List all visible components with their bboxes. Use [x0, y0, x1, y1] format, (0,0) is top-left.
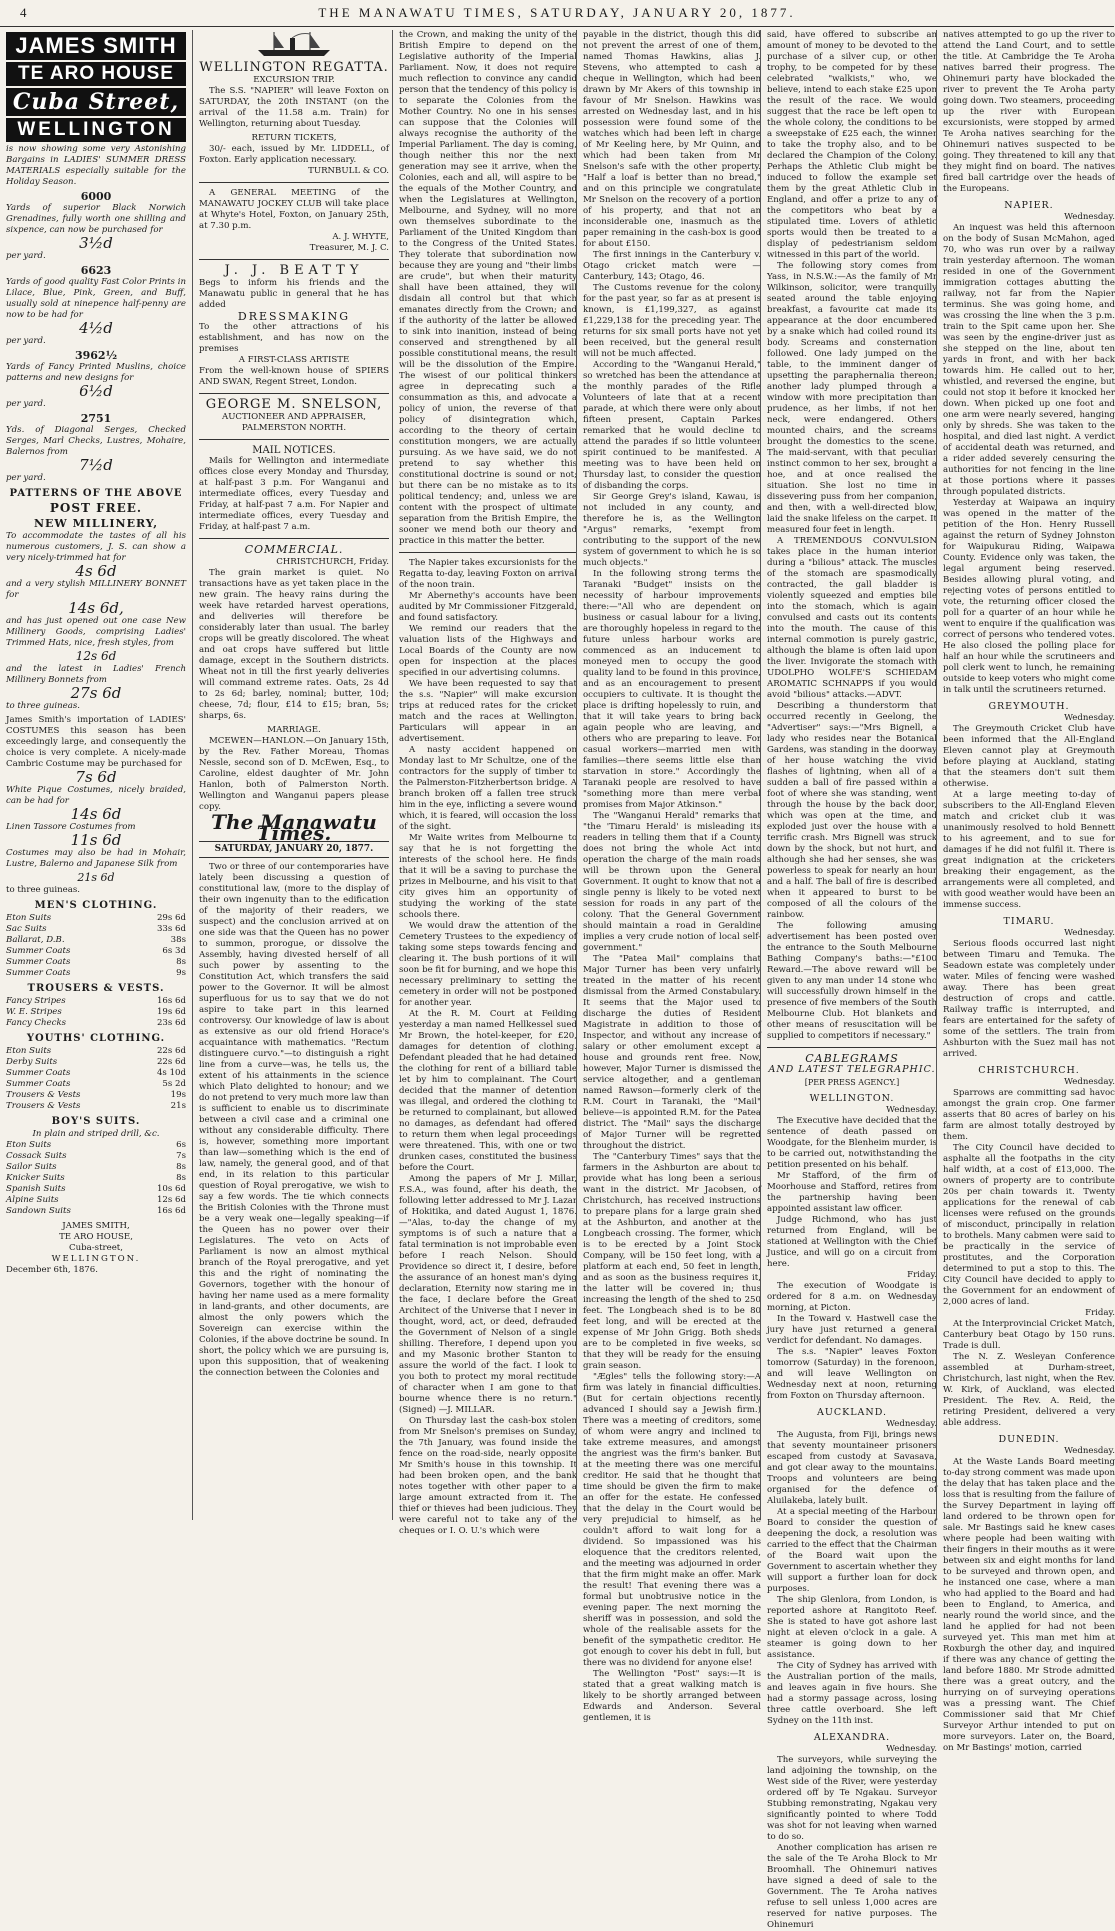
news-item: According to the "Wanganui Herald," so wretched has been the attendance at the monthly parades of the Rifle Volunteers of late that at a recent parade, at which there were only about fifteen present, Captain Parkes remarked that he would decline to attend the parades if so little volunteer spirit continued to be manifested. A meeting was to have been held on Thursday last, to consider the question of disbanding the corps.: [583, 360, 761, 491]
commercial-text: The grain market is quiet. No transactions have as yet taken place in the new grain. The heavy rains during the week have retarded harvest operations, and deliveries will therefore be considerably later than usual. The barley crops will be greatly discolored. The wheat and oat crops have suffered but little damage, except in the Southern districts. Wheat not in till the first yearly deliveries will command extreme rates. Oats, 2s 4d to 2s 6d; barley, nominal; butter, 10d; cheese, 7d; flour, £14 to £15; bran, 5s; sharps, 6s.: [199, 568, 389, 721]
commercial-dateline: CHRISTCHURCH, Friday.: [276, 557, 389, 567]
price-list-price: 8s: [176, 1173, 186, 1183]
place-heading-wellington: WELLINGTON.: [809, 1093, 895, 1104]
price-list-row: [6, 1162, 186, 1173]
snelson-place: PALMERSTON NORTH.: [241, 423, 347, 433]
signature-street: Cuba-street,: [69, 1243, 123, 1253]
telegram-item: The N. Z. Wesleyan Conference assembled at Durham-street, Christchurch, last night, when the Rev. W. Kirk, of Auckland, was elected President. The Rev. A. Reid, the retiring President, delivered a very able address.: [943, 1352, 1115, 1428]
column-5: [760, 30, 937, 1930]
place-heading-auckland: AUCKLAND.: [816, 1407, 887, 1418]
costumes-text-2: White Pique Costumes, nicely braided, can be had for: [6, 785, 186, 806]
price-list-item: Sac Suits: [6, 924, 47, 934]
price-list-item: Knicker Suits: [6, 1173, 65, 1183]
news-item: The "Canterbury Times" says that the farmers in the Ashburton are about to provide what has long been a serious want in the district. Mr Jacobsen, of Christchurch, has received instructions to prepare plans for a large grain shed at the Ashburton, and another at the Longbeach crossing. The former, which is to be erected by a Joint Stock Company, will be 150 feet long, with a platform at each end, 50 feet in length, and as soon as the business requires it, the latter will be covered in; thus increasing the length of the shed to 250 feet. The Longbeach shed is to be 80 feet long, and will be erected at the expense of Mr John Grigg. Both sheds are to be completed in five weeks, so that they will be ready for the ensuing grain season.: [583, 1152, 761, 1371]
day-label: Wednesday.: [1064, 1446, 1115, 1456]
day-label: Wednesday.: [886, 1105, 937, 1115]
telegram-item: The City of Sydney has arrived with the Australian portion of the mails, and leaves again in five hours. She had a stormy passage across, losing three cattle overboard. She left Sydney on the 11th inst.: [767, 1661, 937, 1726]
telegram-item: The City Council have decided to asphalte all the footpaths in the city half width, at a cost of £13,000. The owners of property are to contribute 20s per chain towards it. Twenty applications for the renewal of cab licenses were refused on the grounds of misconduct, principally in relation to brothels. Many cabmen were said to be practically in the service of prostitutes, and the Corporation determined to put a stop to this. The City Council have decided to apply to the Government for an endowment of 2,000 acres of land.: [943, 1143, 1115, 1307]
telegram-item: Yesterday at Waipawa an inquiry was opened in the matter of the petition of the Hon. Henry Russell against the return of Sydney Johnston for Waipukurau Riding, Waipawa County. Evidence only was taken, the legal argument being reserved. Besides allowing plural voting, and rejecting votes of persons entitled to vote, the returning officer closed the poll for a quarter of an hour while he went to enquire if the qualification was correct of persons who tendered votes. He also closed the polling place for half an hour while the scrutineers and poll clerk went to lunch, he remaining outside to keep voters who might come in talk until the scrutineers returned.: [943, 498, 1115, 695]
price-list-item: Spanish Suits: [6, 1184, 66, 1194]
millinery-text-2: and a very stylish MILLINERY BONNET for: [6, 579, 186, 600]
price-list-price: 4s 10d: [156, 1068, 186, 1078]
telegram-item: At the Interprovincial Cricket Match, Canterbury beat Otago by 150 runs. Trade is dull.: [943, 1319, 1115, 1351]
price-list-item: Trousers & Vests: [6, 1090, 81, 1100]
advert-banner-cuba-street: Cuba Street,: [6, 88, 186, 116]
youths-clothing-heading: YOUTHS' CLOTHING.: [26, 1033, 166, 1044]
beatty-text-2: To the other attractions of his establishment, and has now on the premises: [199, 322, 389, 354]
price-list-item: Eton Suits: [6, 1046, 52, 1056]
news-item: Sir George Grey's island, Kawau, is not included in any county, and therefore he is, as the Wellington "Argus" remarks, "exempt from contributing to the support of the new system of government to which he is so much objects.": [583, 492, 761, 568]
price-list-price: 21s: [170, 1101, 186, 1111]
price-list-row: [6, 1079, 186, 1090]
price-list-item: Summer Coats: [6, 957, 71, 967]
return-tickets-text: 30/- each, issued by Mr. LIDDELL, of Foxton. Early application necessary.: [199, 144, 389, 165]
day-label: Friday.: [907, 1270, 937, 1280]
millinery-price-2: 14s 6d,: [68, 599, 124, 617]
steamship-icon: [254, 30, 334, 58]
boys-suits-subheading: In plain and striped drill, &c.: [32, 1129, 160, 1139]
news-item: At the R. M. Court at Feilding yesterday a man named Hellkessel sued Mr Brown, the hotel-keeper, for £20, damages for detention of clothing. Defendant pleaded that he had detained the clothing for rent of a billiard table let by him to complainant. The Court decided that the manner of detention was illegal, and ordered the clothing to be returned to complainant, but allowed no damages, as defendant had offered to return them when legal proceedings were threatened. This, with one or two drunken cases, constituted the business before the Court.: [399, 1009, 577, 1173]
day-label: Wednesday.: [1064, 212, 1115, 222]
telegram-item: An inquest was held this afternoon on the body of Susan McMahon, aged 70, who was run over by a railway train yesterday afternoon. The woman resided in one of the Government immigration cottages abutting the railway, not far from the Napier terminus. She was going home, and was crossing the line when the 3 p.m. train to the Spit came upon her. She was seen by the engine-driver just as she stepped on the line, about ten yards in front, and with her back towards him. He called out to her, whistled, and reversed the engine, but could not stop it before it knocked her down. When picked up one foot and one arm were nearly severed, hanging only by shreds. She was taken to the hospital, and died last night. A verdict of accidental death was returned, and a rider added severely censuring the authorities for not fencing in the line at those portions where it passes through populated districts.: [943, 223, 1115, 497]
advert-banner-te-aro-house: TE ARO HOUSE: [6, 62, 186, 86]
price-list-price: 12s 6d: [156, 1195, 186, 1205]
leader-continued: the Crown, and making the unity of the British Empire to depend on the Legislative authority of the Imperial Parliament. Now, it does not require much reflection to convince any candid person that the tendency of this policy is to separate the Colonies from the Mother Country. No one in his senses can suppose that the Colonies will always recognise the authority of the Imperial Parliament. The day is coming, though neither this nor the next generation may see it arrive, when the Colonies, each and all, will aspire to be the equals of the Mother Country, and when the Legislatures at Wellington, Melbourne, and Sydney, will no more own themselves subordinate to the Parliament of the United Kingdom than to the Congress of the United States. They tolerate that subordination now because they are young and "their limbs are crude", but when their maturity shall have been attained, they will disdain all control but that which emanates directly from the Crown; and if the authority of the latter be allowed to sink into inanition, instead of being conserved and strengthened by all possible constitutional means, the result will be the dissolution of the Empire. The wisest of our political thinkers agree in deprecating such a consummation as this, and advocate a policy of union, the reverse of that policy of disintegration which, according to the theory of certain constitution mongers, we are actually pursuing. As we have said, we do not pretend to say whether this constitutional doctrine is sound or not; but there can be no mistake as to its political tendency; and, unless we are content with the prospect of ultimate separation from the British Empire, the sooner we mend both our theory and practice in this matter the better.: [399, 30, 577, 546]
telegram-item: The Executive have decided that the sentence of death passed on Woodgate, for the Blenheim murder, is to be carried out, notwithstanding the petition presented on his behalf.: [767, 1116, 937, 1170]
news-item: We would draw the attention of the Cemetery Trustees to the expediency of taking some steps towards fencing and clearing it. The bush portions of it will soon be fit for burning, and we hope this necessary preliminary to setting the cemetery in order will not be postponed for another year.: [399, 921, 577, 1008]
price-list-row: [6, 1184, 186, 1195]
price-list-row: [6, 996, 186, 1007]
paper-dateline: SATURDAY, JANUARY 20, 1877.: [199, 841, 389, 858]
return-tickets-signature: TURNBULL & CO.: [308, 166, 389, 176]
telegram-item: Mr Stafford, of the firm of Moorhouse and Stafford, retires from the partnership having been appointed assistant law officer.: [767, 1171, 937, 1214]
costumes-price-4: 21s 6d: [77, 871, 115, 884]
regatta-heading: WELLINGTON REGATTA.: [199, 60, 389, 75]
price-list-row: [6, 957, 186, 968]
excursion-subheading: EXCURSION TRIP.: [253, 75, 335, 85]
day-label: Wednesday.: [1064, 928, 1115, 938]
news-item: The Wellington "Post" says:—It is stated that a great walking match is likely to be shortly arranged between Edwards and Anderson. Several gentlemen, it is: [583, 1669, 761, 1723]
price-list-item: W. E. Stripes: [6, 1007, 62, 1017]
divider: [199, 259, 389, 260]
telegram-item: The Greymouth Cricket Club have been informed that the All-England Eleven cannot play at Greymouth before playing at Auckland, stating that the steamers don't suit them otherwise.: [943, 724, 1115, 789]
item-description: Yards of Fancy Printed Muslins, choice patterns and new designs for: [6, 362, 186, 383]
divider: [199, 393, 389, 394]
price-list-row: [6, 968, 186, 979]
price-list-item: Sailor Suits: [6, 1162, 57, 1172]
price-list-item: Summer Coats: [6, 946, 71, 956]
price-list-row: [6, 913, 186, 924]
costumes-price-3: 11s 6d: [70, 831, 122, 849]
snelson-subheading: AUCTIONEER AND APPRAISER,: [221, 412, 367, 422]
place-heading-christchurch: CHRISTCHURCH.: [978, 1065, 1080, 1076]
news-item: Mr Abernethy's accounts have been audited by Mr Commissioner Fitzgerald, and found satisfactory.: [399, 591, 577, 623]
regatta-text: The S.S. "NAPIER" will leave Foxton on SATURDAY, the 20th INSTANT (on the arrival of the 11.58 a.m. Train) for Wellington, returning about Tuesday.: [199, 86, 389, 129]
news-item: The "Wanganui Herald" remarks that "the 'Timaru Herald' is misleading its readers in telling them that if a County does not bring the whole Act into operation the charge of the main roads will be thrown upon the General Government. It ought to know that not a single penny is likely to be voted next session for roads in any part of the colony. That the General Government should maintain a road in Geraldine implies a very crude notion of local self-government.": [583, 811, 761, 953]
column-2: [192, 30, 389, 1520]
news-item: On Thursday last the cash-box stolen from Mr Snelson's premises on Sunday, the 7th January, was found inside the fence on the road-side, nearly opposite Mr Smith's house in this township. It had been broken open, and the bank notes together with other paper to a large amount extracted from it. The thief or thieves had been judicious. They were careful not to take any of the cheques or I. O. U.'s which were: [399, 1416, 577, 1536]
signature-city: WELLINGTON.: [51, 1254, 141, 1264]
per-press-agency: [PER PRESS AGENCY.]: [804, 1078, 900, 1087]
item-unit: per yard.: [6, 473, 46, 483]
news-item: In the following strong terms the Taranaki "Budget" insists on the necessity of harbour improvements there:—"All who are dependent on business or casual labour for a living, are thoroughly hopeless in regard to the future unless harbour works are commenced as an inducement to moneyed men to occupy the good quality land to be found in this province, and as an encouragement to present occupiers to cultivate. It is thought the place is drifting hopelessly to ruin, and that it will take years to bring back again people who are leaving, and others who are preparing to leave. For casual workers—married men with families—there seems little else than starvation in store." Accordingly the Taranaki people are resolved to have "something more than mere verbal promises from Major Atkinson.": [583, 569, 761, 810]
price-list-price: 19s 6d: [156, 1007, 186, 1017]
costumes-text-4: Costumes may also be had in Mohair, Lustre, Balerno and Japanese Silk from: [6, 848, 186, 869]
price-list-item: Summer Coats: [6, 1068, 71, 1078]
boys-suits-heading: BOY'S SUITS.: [51, 1116, 141, 1127]
beatty-text: Begs to inform his friends and the Manawatu public in general that he has added: [199, 278, 389, 310]
price-list-price: 33s 6d: [156, 924, 186, 934]
price-list-price: 19s: [170, 1090, 186, 1100]
news-item: The following amusing advertisement has been posted over the entrance to the South Melbourne Bathing Company's baths:—"£100 Reward.—The above reward will be given to any man under 14 stone who will successfully drown himself in the presence of five members of the South Melbourne Club. Hot blankets and other means of resuscitation will be supplied to competitors if necessary.": [767, 921, 937, 1041]
mens-clothing-heading: MEN'S CLOTHING.: [34, 900, 158, 911]
advert-banner-wellington: WELLINGTON: [6, 118, 186, 142]
millinery-text-3: and has just opened out one case New Millinery Goods, comprising Ladies' Trimmed Hats, nice, fresh styles, from: [6, 616, 186, 648]
divider: [199, 439, 389, 440]
beatty-dressmaking: DRESSMAKING: [237, 310, 351, 323]
divider: [767, 1047, 937, 1048]
price-list-item: Derby Suits: [6, 1057, 58, 1067]
commercial-heading: COMMERCIAL.: [244, 543, 344, 556]
cablegrams-heading: CABLEGRAMS: [805, 1052, 899, 1065]
telegram-item: Serious floods occurred last night between Timaru and Temuka. The Seadown estate was completely under water. Miles of fencing were washed away. There has been great destruction of crops and cattle. Railway traffic is interrupted, and fears are entertained for the safety of some of the settlers. The train from Ashburton with the Suez mail has not arrived.: [943, 939, 1115, 1059]
divider: [399, 552, 577, 553]
news-item: The "Patea Mail" complains that Major Turner has been very unfairly treated in the matter of his recent dismissal from the Armed Constabulary. It seems that the Major used to discharge the duties of Resident Magistrate in addition to those of Inspector, and without any increase of salary or other emolument except a house and grounds rent free. Now, however, Major Turner is dismissed the service altogether, and a gentleman named Rawson—formerly clerk of the R.M. Court in Taranaki, the "Mail" believe—is appointed R.M. for the Patea district. The "Mail" says the discharge of Major Turner will be regretted throughout the district.: [583, 954, 761, 1151]
advert-banner-james-smith: JAMES SMITH: [6, 32, 186, 60]
price-list-item: Fancy Stripes: [6, 996, 66, 1006]
news-item: The Napier takes excursionists for the Regatta to-day, leaving Foxton on arrival of the noon train.: [399, 558, 577, 590]
masthead: [0, 0, 1114, 27]
marriage-heading: MARRIAGE.: [267, 725, 321, 735]
price-list-item: Alpine Suits: [6, 1195, 59, 1205]
price-list-item: Sandown Suits: [6, 1206, 71, 1216]
news-item: The following story comes from Yass, in N.S.W.:—As the family of Mr Wilkinson, solicitor, were tranquilly seated around the table enjoying breakfast, a favourite cat made its appearance at the door encumbered by a snake which had coiled round its body. Screams and consternation followed. One lady jumped on the table, to the imminent danger of upsetting the paraphernalia thereon; another lady plumped through a window with more precipitation than prudence, as her limbs, if not her neck, were endangered. Others mounted chairs, and the screams brought the domestics to the scene. The maid-servant, with that peculiar instinct common to her sex, brought a hoe, and at once realised the situation. She lost no time in dissevering puss from her companion, and then, with a well-directed blow, laid the snake lifeless on the carpet. It measured four feet in length.: [767, 261, 937, 535]
price-list-row: [6, 1090, 186, 1101]
price-list-row: [6, 924, 186, 935]
quantity-number: 3962½: [74, 349, 118, 362]
price-list-price: 6s: [176, 1140, 186, 1150]
price-list-item: Summer Coats: [6, 968, 71, 978]
news-item: A nasty accident happened on Monday last to Mr Schultze, one of the contractors for the supply of timber to the Palmerston-Fitzherbertson bridge. A branch broken off a fallen tree struck him in the eye, inflicting a severe wound which, it is feared, will occasion the loss of the sight.: [399, 745, 577, 832]
place-heading-dunedin: DUNEDIN.: [998, 1434, 1060, 1445]
price-list-price: 38s: [170, 935, 186, 945]
item-price: 3½d: [79, 234, 113, 252]
price-list-price: 7s: [176, 1151, 186, 1161]
millinery-text-5: to three guineas.: [6, 701, 81, 711]
price-list-item: Eton Suits: [6, 913, 52, 923]
place-heading-alexandra: ALEXANDRA.: [813, 1732, 891, 1743]
price-list-price: 16s 6d: [156, 996, 186, 1006]
news-item: A TREMENDOUS CONVULSION takes place in the human interior during a "bilious" attack. The muscles of the stomach are spasmodically contracted, the gall bladder is violently squeezed and empties bile into the stomach, which is again convulsed and casts out its contents into the mouth. The cause of this internal commotion is purely gastric, although the blame is often laid upon the liver. Invigorate the stomach with UDOLPHO WOLFE'S SCHIEDAM AROMATIC SCHNAPPS if you would avoid "bilious" attacks.—ADVT.: [767, 536, 937, 700]
advert-date: December 6th, 1876.: [6, 1265, 98, 1275]
paper-title: The Manawatu Times.: [211, 810, 377, 845]
costumes-text-5: to three guineas.: [6, 885, 81, 895]
price-list-row: [6, 1206, 186, 1217]
price-list-row: [6, 935, 186, 946]
leader-article: Two or three of our contemporaries have lately been discussing a question of constitutional law, (more to the display of their own ingenuity than to the edification of the majority of their readers, we suspect) and the conclusion arrived at on one side was that the Queen has no power to summon, prorogue, or dissolve the Assembly, having divested herself of all such power by assenting to the Constitution Act, which transfers the said power to the Governor. It will be almost superfluous for us to say that we do not aspire to take part in this learned controversy. Our knowledge of law is about as extensive as our old friend Horace's acquaintance with mathematics. "Rectum distinguere curvo."—to distinguish a right line from a curve—was, he tells us, the extent of his attainments in the science which Plato delighted to honour; and we do not pretend to very much more law than is sufficient to enable us to discriminate between a civil case and a criminal one without any considerable difficulty. There is, however, something more important than law—something which is the end of law, namely, the general good, and of that end, in its relation to this particular question of Royal prerogative, we wish to say a few words. The tie which connects the British Colonies with the Throne must be a very weak one—legally speaking—if the Queen has no power over their Legislatures. The veto on Acts of Parliament is now an almost mythical branch of the Royal prerogative, and yet this and the right of nominating the Governors, together with the honour of having her name used as a mere formality in land-grants, and other documents, are almost the only powers which the Sovereign can exercise within the Colonies, if the above doctrine be sound. In short, the policy which we are pursuing is, upon this supposition, that of weakening the connection between the Colonies and: [199, 862, 389, 1378]
price-list-price: 8s: [176, 957, 186, 967]
price-list-row: [6, 1151, 186, 1162]
price-list-row: [6, 946, 186, 957]
price-list-price: 8s: [176, 1162, 186, 1172]
price-list-row: [6, 1068, 186, 1079]
column-3: [392, 30, 577, 1536]
price-list-price: 22s 6d: [156, 1046, 186, 1056]
item-description: Yards of good quality Fast Color Prints in Lilace, Blue, Pink, Green, and Buff, usually sold at ninepence half-penny are now to be had for: [6, 277, 186, 320]
price-list-item: Cossack Suits: [6, 1151, 67, 1161]
jockey-club-text: A GENERAL MEETING of the MANAWATU JOCKEY CLUB will take place at Whyte's Hotel, Foxton, on January 25th, at 7.30 p.m.: [199, 188, 389, 231]
millinery-text: To accommodate the tastes of all his numerous customers, J. S. can show a very nicely-trimmed hat for: [6, 531, 186, 563]
beatty-heading: J. J. BEATTY: [224, 263, 364, 278]
price-list-item: Ballarat, D.B.: [6, 935, 65, 945]
news-item: We remind our readers that the valuation lists of the Highways and Local Boards of the County are now open for inspection at the places specified in our advertising columns.: [399, 624, 577, 678]
telegram-item: The execution of Woodgate is ordered for 8 a.m. on Wednesday morning, at Picton.: [767, 1281, 937, 1313]
news-item: said, have offered to subscribe an amount of money to be devoted to the purchase of a silver cup, or other trophy, to be competed for by these celebrated "walkists," who, we believe, intend to each stake £25 upon the result of the race. We would suggest that the race be left open to the whole colony, the conditions to be a sweepstake of £25 each, the winner to take the trophy also, and to be declared the Champion of the Colony. Perhaps the Athletic Club might be induced to follow the example set them by the great Athletic Club in England, and offer a prize to any of the competitors who beat by a stipulated time. Lovers of athletic sports would then be treated to a display of pedestrianism seldom witnessed in this part of the world.: [767, 30, 937, 260]
day-label: Wednesday.: [1064, 713, 1115, 723]
costumes-price-1: 7s 6d: [75, 768, 117, 786]
place-heading-timaru: TIMARU.: [1003, 916, 1055, 927]
beatty-text-3: From the well-known house of SPIERS AND SWAN, Regent Street, London.: [199, 366, 389, 387]
newspaper-masthead-title: THE MANAWATU TIMES, SATURDAY, JANUARY 20, 1877.: [318, 5, 796, 20]
price-list-row: [6, 1173, 186, 1184]
telegram-item: The ship Glenlora, from London, is reported ashore at Rangitoto Reef. She is stated to have got ashore last night at eleven o'clock in a gale. A steamer is going down to her assistance.: [767, 1595, 937, 1660]
marriage-text: MCEWEN—HANLON.—On January 15th, by the Rev. Father Moreau, Thomas Nessle, second son of D. McEwen, Esq., to Caroline, eldest daughter of Mr. John Hanlon, both of Palmerston North. Wellington and Wanganui papers please copy.: [199, 736, 389, 812]
divider: [199, 182, 389, 183]
item-price: 6½d: [79, 382, 113, 400]
signature-house: TE ARO HOUSE,: [59, 1232, 133, 1242]
price-list-row: [6, 1057, 186, 1068]
price-list-item: Trousers & Vests: [6, 1101, 81, 1111]
news-item: Mr Waite writes from Melbourne to say that he is not forgetting the interests of the school here. He finds that it will be a saving to purchase the prizes in Melbourne, and his visit to that city gives him an opportunity of studying the working of the state schools there.: [399, 833, 577, 920]
column-1-advert: [6, 30, 186, 1520]
mail-notices-heading: MAIL NOTICES.: [252, 445, 336, 456]
item-description: Yards of superior Black Norwich Grenadines, fully worth one shilling and sixpence, can now be purchased for: [6, 203, 186, 235]
item-price: 7½d: [79, 456, 113, 474]
trousers-heading: TROUSERS & VESTS.: [27, 983, 165, 994]
price-list-price: 29s 6d: [156, 913, 186, 923]
day-label: Wednesday.: [886, 1419, 937, 1429]
advert-intro: is now showing some very Astonishing Bargains in LADIES' SUMMER DRESS MATERIALS especially suitable for the Holiday Season.: [6, 144, 186, 187]
beatty-artiste: A FIRST-CLASS ARTISTE: [238, 355, 350, 365]
column-4: [576, 30, 761, 1723]
millinery-price-4: 27s 6d: [70, 684, 122, 702]
news-item: "Ægles" tells the following story:—A firm was lately in financial difficulties. (But for certain objections recently advanced I should say a Jewish firm.) There was a meeting of creditors, some of whom were angry and inclined to take extreme measures, and amongst the angriest was the firm's banker. But at the meeting there was one merciful creditor. He said that he thought that time should be given the firm to make an offer for the estate. He confessed that the delay in the Court would be very prejudicial to himself, as he couldn't afford to wait long for a dividend. So impassioned was his eloquence that the creditors relented, and the meeting was adjourned in order that the firm might make an offer. Mark the result! That evening there was a formal but unobtrusive notice in the evening paper. The next morning the sheriff was in possession, and sold the whole of the realisable assets for the benefit of the sympathetic creditor. He got enough to cover his debt in full, but there was no dividend for anyone else!: [583, 1372, 761, 1668]
millinery-heading: NEW MILLINERY,: [33, 517, 159, 530]
signature-name: JAMES SMITH,: [62, 1221, 130, 1231]
mail-notices-text: Mails for Wellington and intermediate offices close every Monday and Thursday, at half-past 3 p.m. For Wanganui and intermediate offices, every Tuesday and Friday, at half-past 7 a.m. For Napier and intermediate offices, every Tuesday and Friday, at half-past 7 a.m.: [199, 456, 389, 532]
item-unit: per yard.: [6, 251, 46, 261]
price-list-price: 5s 2d: [162, 1079, 186, 1089]
jockey-club-title: Treasurer, M. J. C.: [309, 243, 389, 253]
price-list-price: 16s 6d: [156, 1206, 186, 1216]
divider: [199, 538, 389, 539]
news-item: The Customs revenue for the colony for the past year, so far as at present is known, is £1,199,327, as against £1,229,138 for the preceding year. The returns for six small ports have not yet been received, but the general result will not be much affected.: [583, 283, 761, 359]
quantity-number: 2751: [80, 412, 112, 425]
price-list-price: 9s: [176, 968, 186, 978]
price-list-item: Fancy Checks: [6, 1018, 67, 1028]
costumes-text: James Smith's importation of LADIES' COSTUMES this season has been exceedingly large, and consequently the choice is very complete. A nicely-made Cambric Costume may be purchased for: [6, 715, 186, 769]
news-item: The first innings in the Canterbury v. Otago cricket match were — Canterbury, 143; Otago, 46.: [583, 250, 761, 282]
telegram-item: At a large meeting to-day of subscribers to the All-England Eleven match and cricket club it was unanimously resolved to hold Bennett to his agreement, and to sue for damages if he did not fulfil it. There is great indignation at the cricketers breaking their engagement, as the arrangements were all completed, and with good weather would have been an immense success.: [943, 790, 1115, 910]
telegram-item: Another complication has arisen re the sale of the Te Aroha Block to Mr Broomhall. The Ohinemuri natives have signed a deed of sale to the Government. The Te Aroha natives refuse to sell unless 1,000 acres are reserved for native purposes. The Ohinemuri: [767, 1843, 937, 1930]
price-list-row: [6, 1046, 186, 1057]
day-label: Wednesday.: [1064, 1077, 1115, 1087]
place-heading-greymouth: GREYMOUTH.: [988, 701, 1070, 712]
jockey-club-signature: A. J. WHYTE,: [332, 232, 389, 242]
column-6: [936, 30, 1115, 1753]
telegram-item: In the Toward v. Hastwell case the jury have just returned a general verdict for defendant. No damages.: [767, 1314, 937, 1346]
telegram-item: Judge Richmond, who has just returned from England, will be stationed at Wellington with the Chief Justice, and will go on a circuit from here.: [767, 1215, 937, 1269]
price-list-row: [6, 1007, 186, 1018]
quantity-number: 6623: [80, 264, 112, 277]
item-unit: per yard.: [6, 399, 46, 409]
post-free-heading: POST FREE.: [49, 501, 143, 515]
price-list-row: [6, 1195, 186, 1206]
price-list-price: 6s 3d: [162, 946, 186, 956]
item-price: 4½d: [79, 319, 113, 337]
day-label: Wednesday.: [886, 1744, 937, 1754]
millinery-text-4: and the latest in Ladies' French Millinery Bonnets from: [6, 664, 186, 685]
patterns-heading: PATTERNS OF THE ABOVE: [9, 488, 183, 499]
costumes-price-2: 14s 6d: [70, 805, 122, 823]
item-unit: per yard.: [6, 336, 46, 346]
telegraphic-heading: AND LATEST TELEGRAPHIC.: [768, 1064, 936, 1075]
price-list-price: 10s 6d: [156, 1184, 186, 1194]
telegram-item: At the Waste Lands Board meeting to-day strong comment was made upon the delay that has taken place and the loss that is resulting from the failure of the Survey Department in laying off land ordered to be thrown open for sale. Mr Bastings said he knew cases where people had been waiting with their fingers in their mouths as it were between six and eight months for land to be surveyed and thrown open, and he instanced one case, where a man who had applied to the Board and had been to England, to America, and nearly round the world since, and the land he applied for had not been surveyed yet. This man met him at Roxburgh the other day, and inquired if there was any chance of getting the land before 1880. Mr Strode admitted there was a great outcry, and the hurrying on of surveying operations was a pressing want. The Chief Commissioner said that Mr Chief Surveyor Arthur intended to put on more surveyors. Later on, the Board, on Mr Bastings' motion, carried: [943, 1457, 1115, 1753]
telegram-item: The surveyors, while surveying the land adjoining the township, on the West side of the River, were yesterday ordered off by Te Ngakau. Surveyor Stubbing remonstrating, Ngakau very significantly pointed to where Todd was shot for not leaving when warned to do so.: [767, 1755, 937, 1842]
costumes-text-3: Linen Tassore Costumes from: [6, 822, 136, 832]
price-list-item: Summer Coats: [6, 1079, 71, 1089]
telegram-item: The s.s. "Napier" leaves Foxton tomorrow (Saturday) in the forenoon, and will leave Wellington on Wednesday next at noon, returning from Foxton on Thursday afternoon.: [767, 1347, 937, 1401]
price-list-item: Eton Suits: [6, 1140, 52, 1150]
snelson-heading: GEORGE M. SNELSON,: [205, 397, 383, 412]
telegram-item: Sparrows are committing sad havoc amongst the grain crop. One farmer asserts that 80 acres of barley on his farm are almost totally destroyed by them.: [943, 1088, 1115, 1142]
telegram-item: natives attempted to go up the river to attend the Land Court, and to settle the title. At Cambridge the Te Aroha natives barred their progress. The Ohinemuri party have blockaded the river to prevent the Te Aroha party going down. Two steamers, proceeding up the river with European excursionists, were stopped by armed Te Aroha natives searching for the Ohinemuri natives suspected to be going. They threatened to kill any that they might find on board. The natives fired ball cartridge over the heads of the Europeans.: [943, 30, 1115, 194]
millinery-price-1: 4s 6d: [75, 562, 117, 580]
price-list-row: [6, 1101, 186, 1112]
telegram-item: At a special meeting of the Harbour Board to consider the question of deepening the dock, a resolution was carried to the effect that the Chairman of the Board wait upon the Government to ascertain whether they will support a further loan for dock purposes.: [767, 1507, 937, 1594]
return-tickets-heading: RETURN TICKETS,: [251, 133, 337, 143]
price-list-row: [6, 1140, 186, 1151]
news-item: Describing a thunderstorm that occurred recently in Geelong, the "Advertiser" says:—"Mrs Bignell, a lady who resides near the Botanical Gardens, was standing in the doorway of her house watching the vivid flashes of lightning, when all of a sudden a ball of fire passed within a foot of where she was standing, went through the house by the back door, which was open at the time, and exploded just over the house with a terrific crash. Mrs Bignell was struck down by the shock, but not hurt, and although she had her senses, she was powerless to speak for nearly an hour and a half. The ball of fire is described when it appeared to burst to be composed of all the colours of the rainbow.: [767, 701, 937, 920]
news-item: We have been requested to say that the s.s. "Napier" will make excursion trips at reduced rates for the cricket match and the races at Wellington. Particulars will appear in an advertisement.: [399, 679, 577, 744]
telegram-item: The Augusta, from Fiji, brings news that seventy mountaineer prisoners escaped from custody at Savasava, and got clear away to the mountains. Troops and volunteers are being organised for the defence of Aluilakeba, lately built.: [767, 1430, 937, 1506]
news-item: payable in the district, though this did not prevent the arrest of one of them, named Thomas Hawkins, alias J. Stevens, who attempted to cash a cheque in Wellington, which had been drawn by Mr Akers of this township in favour of Mr Snelson. Hawkins was arrested on Wednesday last, and in his possession were found some of the watches which had been left in charge of Mr Keeling here, by Mr Quinn, and which had been taken from Mr Snelson's safe with the other property. "Half a loaf is better than no bread," and on this principle we congratulate Mr Snelson on the recovery of a portion of his property, and that not an inconsiderable one, inasmuch as the paper remaining in the cash-box is good for about £150.: [583, 30, 761, 249]
place-heading-napier: NAPIER.: [1004, 200, 1054, 211]
quantity-number: 6000: [80, 190, 112, 203]
millinery-price-3: 12s 6d: [75, 649, 117, 663]
price-list-price: 23s 6d: [156, 1018, 186, 1028]
price-list-price: 22s 6d: [156, 1057, 186, 1067]
price-list-row: [6, 1018, 186, 1029]
news-item: Among the papers of Mr J. Millar, F.S.A., was found, after his death, the following letter addressed to Mr J. Lazar of Hokitika, and dated August 1, 1876.—"Alas, to-day the change of my symptoms is of such a nature that a fatal termination is not improbable even before I reach Nelson. Should Providence so direct it, I desire, before the assurance of an honest man's dying declaration, Eternity now staring me in the face, I declare before the Great Architect of the Universe that I never in thought, word, act, or deed, defrauded the Government of Nelson of a single shilling. Therefore, I depend upon you and my Masonic brother Stanton to assure the world of the fact. I look to you both to protect my moral rectitude of character when I am gone to that bourne whence there is no return." (Signed) —J. MILLAR.: [399, 1174, 577, 1415]
item-description: Yds. of Diagonal Serges, Checked Serges, Marl Checks, Lustres, Mohaire, Balernos from: [6, 425, 186, 457]
day-label: Friday.: [1085, 1308, 1115, 1318]
page-number: 4: [20, 5, 27, 20]
